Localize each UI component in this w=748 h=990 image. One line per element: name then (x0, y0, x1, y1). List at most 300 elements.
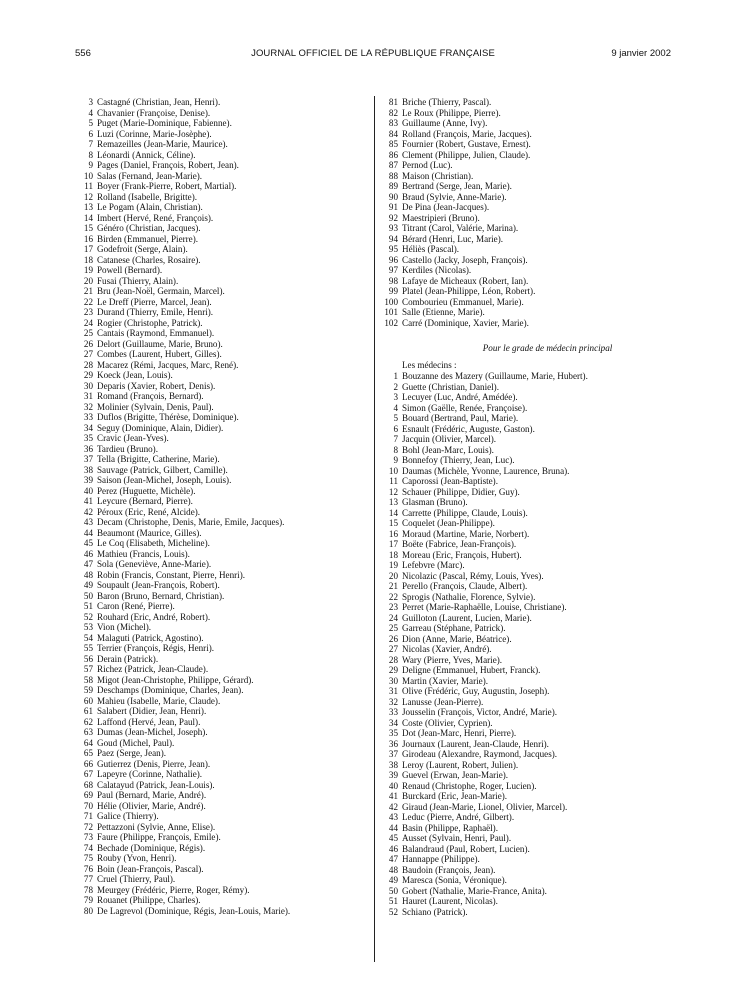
right-column-list-top (380, 97, 675, 328)
list-item (80, 832, 370, 843)
person-name: Pages (Daniel, François, Robert, Jean). (97, 160, 239, 170)
person-name: Deligne (Emmanuel, Hubert, Franck). (402, 665, 541, 675)
list-item (380, 129, 675, 140)
list-item (80, 286, 370, 297)
rank-number: 17 (83, 244, 93, 254)
rank-number: 29 (83, 370, 93, 380)
list-item (380, 550, 675, 561)
rank-number: 8 (88, 149, 93, 160)
list-item (80, 234, 370, 245)
rank-number: 77 (83, 874, 93, 884)
list-item (380, 476, 675, 487)
rank-number: 70 (83, 800, 93, 811)
list-item (80, 738, 370, 749)
list-item (80, 181, 370, 192)
person-name: Chavanier (Françoise, Denise). (97, 107, 211, 118)
list-item (80, 885, 370, 896)
person-name: Soupault (Jean-François, Robert). (97, 580, 220, 590)
person-name: Dumas (Jean-Michel, Joseph). (97, 727, 208, 737)
rank-number: 36 (388, 738, 398, 749)
rank-number: 102 (384, 317, 398, 328)
list-item (80, 97, 370, 108)
list-item (80, 748, 370, 759)
person-name: Derain (Patrick). (97, 653, 159, 664)
rank-number: 6 (393, 423, 398, 434)
person-name: Nicolas (Xavier, André). (402, 644, 492, 654)
list-item (380, 770, 675, 781)
person-name: Sola (Geneviève, Anne-Marie). (97, 559, 212, 569)
list-item (80, 706, 370, 717)
left-column (80, 97, 370, 916)
rank-number: 28 (388, 654, 398, 665)
person-name: Molinier (Sylvain, Denis, Paul). (97, 401, 214, 412)
list-item (80, 507, 370, 518)
person-name: Seguy (Dominique, Alain, Didier). (97, 422, 224, 433)
rank-number: 52 (83, 611, 93, 622)
person-name: Guilloton (Laurent, Lucien, Marie). (402, 612, 532, 623)
rank-number: 27 (388, 644, 398, 654)
rank-number: 27 (83, 349, 93, 359)
list-item (380, 655, 675, 666)
person-name: Bru (Jean-Noël, Germain, Marcel). (97, 286, 225, 296)
list-item (380, 571, 675, 582)
rank-number: 31 (83, 391, 93, 401)
list-item (380, 307, 675, 318)
rank-number: 48 (388, 864, 398, 875)
person-name: Le Dreff (Pierre, Marcel, Jean). (97, 296, 212, 307)
rank-number: 21 (388, 581, 398, 591)
list-item (80, 685, 370, 696)
person-name: Dion (Anne, Marie, Béatrice). (402, 633, 512, 644)
list-item (80, 454, 370, 465)
rank-number: 14 (388, 507, 398, 518)
rank-number: 31 (388, 686, 398, 696)
rank-number: 93 (388, 223, 398, 233)
person-name: Baron (Bruno, Bernard, Christian). (97, 590, 225, 601)
person-name: Maison (Christian). (402, 170, 474, 181)
rank-number: 18 (83, 254, 93, 265)
list-item (380, 403, 675, 414)
person-name: Pettazzoni (Sylvie, Anne, Elise). (97, 821, 216, 832)
person-name: Meurgey (Frédéric, Pierre, Roger, Rémy). (97, 884, 250, 895)
rank-number: 32 (388, 696, 398, 707)
list-item (380, 234, 675, 245)
person-name: Rolland (François, Marie, Jacques). (402, 128, 532, 139)
list-item (380, 276, 675, 287)
right-column (380, 97, 675, 917)
person-name: Esnault (Frédéric, Auguste, Gaston). (402, 423, 535, 434)
person-name: Richez (Patrick, Jean-Claude). (97, 664, 209, 674)
person-name: Kerdiles (Nicolas). (402, 265, 472, 275)
rank-number: 76 (83, 863, 93, 874)
list-item (80, 349, 370, 360)
person-name: Terrier (François, Régis, Henri). (97, 643, 215, 653)
rank-number: 51 (83, 601, 93, 611)
rank-number: 99 (388, 286, 398, 296)
rank-number: 23 (83, 307, 93, 317)
rank-number: 75 (83, 853, 93, 863)
list-item (80, 675, 370, 686)
rank-number: 74 (83, 842, 93, 853)
list-item (80, 255, 370, 266)
list-item (380, 244, 675, 255)
rank-number: 13 (83, 202, 93, 212)
list-item (380, 886, 675, 897)
rank-number: 80 (83, 905, 93, 916)
rank-number: 45 (83, 538, 93, 548)
person-name: Coste (Olivier, Cyprien). (402, 717, 493, 728)
rank-number: 59 (83, 685, 93, 695)
rank-number: 101 (384, 307, 398, 317)
person-name: Castello (Jacky, Joseph, François). (402, 254, 528, 265)
person-name: Guillaume (Anne, Ivy). (402, 118, 488, 128)
list-item (80, 528, 370, 539)
list-item (80, 822, 370, 833)
rank-number: 46 (83, 548, 93, 559)
person-name: Hauret (Laurent, Nicolas). (402, 896, 498, 906)
list-item (80, 654, 370, 665)
person-name: Puget (Marie-Dominique, Fabienne). (97, 118, 232, 128)
rank-number: 58 (83, 674, 93, 685)
page-header (75, 48, 671, 62)
list-item (380, 497, 675, 508)
rank-number: 69 (83, 790, 93, 800)
person-name: Dot (Jean-Marc, Henri, Pierre). (402, 728, 517, 738)
person-name: Jousselin (François, Victor, André, Marie). (402, 707, 558, 717)
person-name: Boyer (Frank-Pierre, Robert, Martial). (97, 181, 237, 191)
person-name: Cantais (Raymond, Emmanuel). (97, 328, 215, 338)
person-name: Godefroit (Serge, Alain). (97, 244, 188, 254)
rank-number: 39 (83, 475, 93, 485)
person-name: Mathieu (Francis, Louis). (97, 548, 190, 559)
person-name: Powell (Bernard). (97, 265, 163, 275)
list-item (80, 381, 370, 392)
list-item (380, 707, 675, 718)
rank-number: 61 (83, 706, 93, 716)
rank-number: 78 (83, 884, 93, 895)
rank-number: 41 (83, 496, 93, 506)
rank-number: 47 (83, 559, 93, 569)
rank-number: 20 (388, 570, 398, 581)
person-name: Paul (Bernard, Marie, André). (97, 790, 207, 800)
rank-number: 34 (83, 422, 93, 433)
rank-number: 97 (388, 265, 398, 275)
rank-number: 4 (88, 107, 93, 118)
list-item (80, 612, 370, 623)
rank-number: 50 (388, 885, 398, 896)
person-name: Giraud (Jean-Marie, Lionel, Olivier, Marcel). (402, 801, 568, 812)
page-number: 556 (75, 48, 91, 59)
person-name: Ausset (Sylvain, Henri, Paul). (402, 833, 512, 843)
rank-number: 84 (388, 128, 398, 139)
person-name: Burckard (Eric, Jean-Marie). (402, 791, 508, 801)
person-name: Perello (François, Claude, Albert). (402, 581, 528, 591)
list-item (80, 538, 370, 549)
person-name: Lefebvre (Marc). (402, 560, 465, 570)
list-item (380, 812, 675, 823)
list-item (80, 297, 370, 308)
rank-number: 10 (83, 170, 93, 181)
person-name: Lapeyre (Corinne, Nathalie). (97, 769, 203, 779)
list-item (80, 318, 370, 329)
list-item (380, 413, 675, 424)
rank-number: 16 (388, 528, 398, 539)
list-item (380, 265, 675, 276)
person-name: Lafaye de Micheaux (Robert, Ian). (402, 275, 529, 286)
person-name: Bertrand (Serge, Jean, Marie). (402, 181, 512, 191)
list-item (380, 602, 675, 613)
rank-number: 95 (388, 244, 398, 254)
rank-number: 1 (393, 371, 398, 381)
list-item (380, 728, 675, 739)
rank-number: 88 (388, 170, 398, 181)
rank-number: 40 (83, 485, 93, 496)
rank-number: 3 (393, 392, 398, 402)
rank-number: 68 (83, 779, 93, 790)
list-item (80, 475, 370, 486)
person-name: Imbert (Hervé, René, François). (97, 212, 214, 223)
rank-number: 83 (388, 118, 398, 128)
person-name: Koeck (Jean, Louis). (97, 370, 173, 380)
person-name: Duflos (Brigitte, Thérèse, Dominique). (97, 412, 239, 422)
person-name: Olive (Frédéric, Guy, Augustin, Joseph). (402, 686, 550, 696)
list-item (80, 864, 370, 875)
rank-number: 2 (393, 381, 398, 392)
person-name: Martin (Xavier, Marie). (402, 675, 488, 686)
list-item (80, 412, 370, 423)
rank-number: 60 (83, 695, 93, 706)
list-item (380, 760, 675, 771)
person-name: Renaud (Christophe, Roger, Lucien). (402, 780, 537, 791)
person-name: Moraud (Martine, Marie, Norbert). (402, 528, 530, 539)
list-item (380, 749, 675, 760)
rank-number: 5 (88, 118, 93, 128)
person-name: Titrant (Carol, Valérie, Marina). (402, 223, 519, 233)
list-item (80, 307, 370, 318)
rank-number: 63 (83, 727, 93, 737)
list-item (80, 486, 370, 497)
list-item (80, 517, 370, 528)
list-item (80, 496, 370, 507)
rank-number: 55 (83, 643, 93, 653)
rank-number: 66 (83, 758, 93, 769)
rank-number: 10 (388, 465, 398, 476)
list-item (80, 129, 370, 140)
rank-number: 25 (388, 623, 398, 633)
list-item (80, 402, 370, 413)
list-item (80, 150, 370, 161)
list-item (380, 644, 675, 655)
person-name: Garreau (Stéphane, Patrick). (402, 623, 506, 633)
rank-number: 15 (388, 518, 398, 528)
person-name: Girodeau (Alexandre, Raymond, Jacques). (402, 749, 558, 759)
rank-number: 90 (388, 191, 398, 202)
person-name: Sauvage (Patrick, Gilbert, Camille). (97, 464, 228, 475)
person-name: Decam (Christophe, Denis, Marie, Emile, Jacques). (97, 517, 285, 527)
list-item (380, 202, 675, 213)
person-name: Gutierrez (Denis, Pierre, Jean). (97, 758, 211, 769)
rank-number: 26 (83, 338, 93, 349)
list-item (380, 718, 675, 729)
person-name: Carrette (Philippe, Claude, Louis). (402, 507, 528, 518)
list-item (380, 875, 675, 886)
rank-number: 86 (388, 149, 398, 160)
person-name: Romand (François, Bernard). (97, 391, 204, 401)
person-name: Cravic (Jean-Yves). (97, 433, 169, 443)
rank-number: 48 (83, 569, 93, 580)
person-name: Fusai (Thierry, Alain). (97, 275, 179, 286)
person-name: De Pina (Jean-Jacques). (402, 202, 490, 212)
list-item (80, 622, 370, 633)
list-item (380, 529, 675, 540)
list-item (80, 801, 370, 812)
person-name: Salas (Fernand, Jean-Marie). (97, 170, 203, 181)
rank-number: 42 (83, 506, 93, 517)
list-item (80, 370, 370, 381)
person-name: Birden (Emmanuel, Pierre). (97, 233, 199, 244)
person-name: Héliès (Pascal). (402, 244, 460, 254)
person-name: Jacquin (Olivier, Marcel). (402, 434, 497, 444)
rank-number: 53 (83, 622, 93, 632)
rank-number: 92 (388, 212, 398, 223)
person-name: Coquelet (Jean-Philippe). (402, 518, 495, 528)
person-name: Combes (Laurent, Hubert, Gilles). (97, 349, 222, 359)
rank-number: 34 (388, 717, 398, 728)
list-item (80, 727, 370, 738)
rank-number: 100 (384, 296, 398, 307)
list-item (380, 382, 675, 393)
person-name: Luzi (Corinne, Marie-Josèphe). (97, 128, 212, 139)
person-name: Bouzanne des Mazery (Guillaume, Marie, Hubert). (402, 371, 588, 381)
person-name: Maestripieri (Bruno). (402, 212, 480, 223)
person-name: Macarez (Rémi, Jacques, Marc, René). (97, 359, 239, 370)
person-name: Durand (Thierry, Emile, Henri). (97, 307, 214, 317)
list-item (80, 843, 370, 854)
list-item (380, 223, 675, 234)
person-name: Péroux (Eric, René, Alcide). (97, 506, 201, 517)
person-name: Lanusse (Jean-Pierre). (402, 696, 484, 707)
list-item (80, 328, 370, 339)
person-name: Hélie (Olivier, Marie, André). (97, 800, 206, 811)
rank-number: 12 (83, 191, 93, 202)
rank-number: 6 (88, 128, 93, 139)
person-name: Rouhard (Eric, André, Robert). (97, 611, 211, 622)
list-item (380, 508, 675, 519)
list-item (80, 591, 370, 602)
person-name: Bérard (Henri, Luc, Marie). (402, 233, 503, 244)
rank-number: 9 (88, 160, 93, 170)
list-item (80, 717, 370, 728)
rank-number: 18 (388, 549, 398, 560)
rank-number: 44 (388, 822, 398, 833)
person-name: Leroy (Laurent, Robert, Julien). (402, 759, 519, 770)
person-name: Bechade (Dominique, Régis). (97, 842, 206, 853)
list-item (80, 202, 370, 213)
list-item (380, 424, 675, 435)
rank-number: 19 (388, 560, 398, 570)
list-item (80, 570, 370, 581)
list-item (80, 664, 370, 675)
person-name: Journaux (Laurent, Jean-Claude, Henri). (402, 738, 549, 749)
list-item (380, 623, 675, 634)
list-item (80, 265, 370, 276)
rank-number: 91 (388, 202, 398, 212)
rank-number: 33 (388, 707, 398, 717)
section-subtitle: Les médecins : (402, 360, 457, 370)
rank-number: 19 (83, 265, 93, 275)
person-name: Deparis (Xavier, Robert, Denis). (97, 380, 216, 391)
list-item (380, 676, 675, 687)
list-item (380, 160, 675, 171)
rank-number: 94 (388, 233, 398, 244)
list-item (380, 665, 675, 676)
rank-number: 65 (83, 748, 93, 758)
person-name: Rouby (Yvon, Henri). (97, 853, 177, 863)
person-name: Boin (Jean-François, Pascal). (97, 863, 204, 874)
list-item (80, 276, 370, 287)
rank-number: 14 (83, 212, 93, 223)
list-item (380, 781, 675, 792)
person-name: Perez (Huguette, Michèle). (97, 485, 196, 496)
rank-number: 30 (83, 380, 93, 391)
list-item (80, 580, 370, 591)
list-item (80, 853, 370, 864)
rank-number: 20 (83, 275, 93, 286)
section-title: Pour le grade de médecin principal (482, 343, 613, 353)
list-item (380, 592, 675, 603)
person-name: Le Coq (Elisabeth, Micheline). (97, 538, 210, 548)
person-name: Bouard (Bertrand, Paul, Marie). (402, 413, 519, 423)
list-item (80, 769, 370, 780)
list-item (380, 297, 675, 308)
person-name: Clement (Philippe, Julien, Claude). (402, 149, 531, 160)
list-item (380, 108, 675, 119)
person-name: Tella (Brigitte, Catherine, Marie). (97, 454, 220, 464)
rank-number: 85 (388, 139, 398, 149)
list-item (380, 791, 675, 802)
list-item (380, 854, 675, 865)
rank-number: 98 (388, 275, 398, 286)
person-name: Rogier (Christophe, Patrick). (97, 317, 203, 328)
rank-number: 37 (388, 749, 398, 759)
rank-number: 96 (388, 254, 398, 265)
rank-number: 35 (388, 728, 398, 738)
list-item (380, 318, 675, 329)
rank-number: 22 (388, 591, 398, 602)
rank-number: 79 (83, 895, 93, 905)
rank-number: 12 (388, 486, 398, 497)
list-item (80, 339, 370, 350)
rank-number: 40 (388, 780, 398, 791)
list-item (380, 560, 675, 571)
rank-number: 50 (83, 590, 93, 601)
rank-number: 51 (388, 896, 398, 906)
list-item (380, 181, 675, 192)
list-item (80, 465, 370, 476)
rank-number: 73 (83, 832, 93, 842)
rank-number: 29 (388, 665, 398, 675)
rank-number: 89 (388, 181, 398, 191)
list-item (380, 455, 675, 466)
list-item (80, 213, 370, 224)
list-item (380, 613, 675, 624)
person-name: Deschamps (Dominique, Charles, Jean). (97, 685, 244, 695)
person-name: Lecuyer (Luc, André, Amédée). (402, 392, 518, 402)
rank-number: 36 (83, 443, 93, 454)
person-name: Bohl (Jean-Marc, Louis). (402, 444, 494, 455)
rank-number: 67 (83, 769, 93, 779)
person-name: Rouanet (Philippe, Charles). (97, 895, 201, 905)
